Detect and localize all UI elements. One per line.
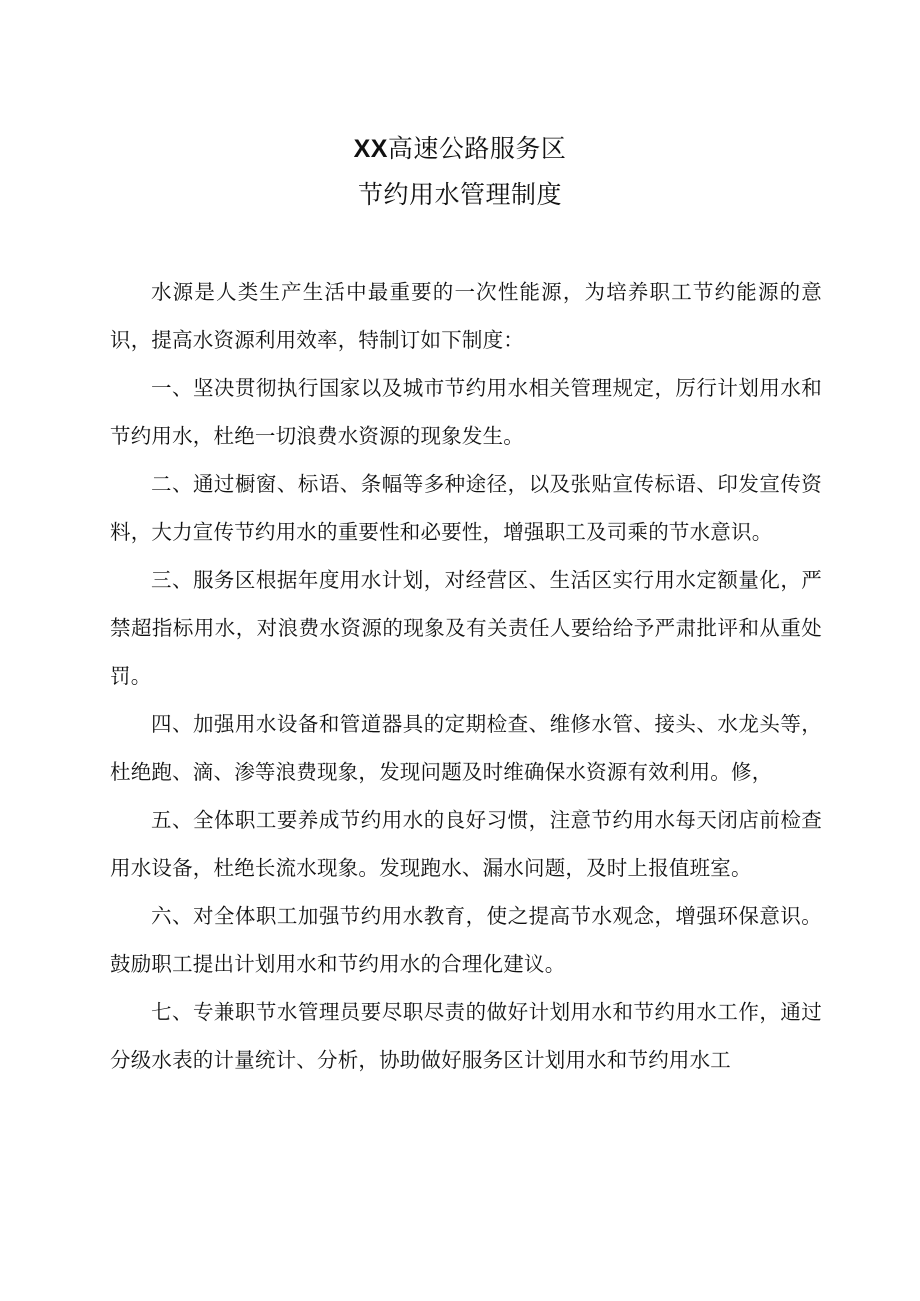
title-prefix: XX [353,135,388,163]
document-subtitle: 节约用水管理制度 [357,180,562,209]
paragraph-intro: 水源是人类生产生活中最重要的一次性能源，为培养职工节约能源的意识，提高水资源利用效率，特制订如下制度： [110,280,822,352]
paragraph-item-3: 三、服务区根据年度用水计划，对经营区、生活区实行用水定额量化，严禁超指标用水，对浪费水资源的现象及有关责任人要给给予严肃批评和从重处罚。 [110,568,822,688]
paragraph-item-1: 一、坚决贯彻执行国家以及城市节约用水相关管理规定，厉行计划用水和节约用水，杜绝一切浪费水资源的现象发生。 [110,376,822,448]
document-title [0,126,920,172]
title-main: 高速公路服务区 [387,134,567,163]
paragraph-item-2: 二、通过橱窗、标语、条幅等多种途径，以及张贴宣传标语、印发宣传资料，大力宣传节约用水的重要性和必要性，增强职工及司乘的节水意识。 [110,472,822,544]
title-block [0,126,920,218]
paragraph-item-4: 四、加强用水设备和管道器具的定期检查、维修水管、接头、水龙头等，杜绝跑、滴、渗等浪费现象，发现问题及时维确保水资源有效利用。修， [110,712,822,784]
document-body [110,268,822,1084]
paragraph-item-7: 七、专兼职节水管理员要尽职尽责的做好计划用水和节约用水工作，通过分级水表的计量统计、分析，协助做好服务区计划用水和节约用水工 [110,1000,822,1072]
paragraph-item-6: 六、对全体职工加强节约用水教育，使之提高节水观念，增强环保意识。鼓励职工提出计划用水和节约用水的合理化建议。 [110,904,822,976]
paragraph-item-5: 五、全体职工要养成节约用水的良好习惯，注意节约用水每天闭店前检查用水设备，杜绝长流水现象。发现跑水、漏水问题，及时上报值班室。 [110,808,822,880]
